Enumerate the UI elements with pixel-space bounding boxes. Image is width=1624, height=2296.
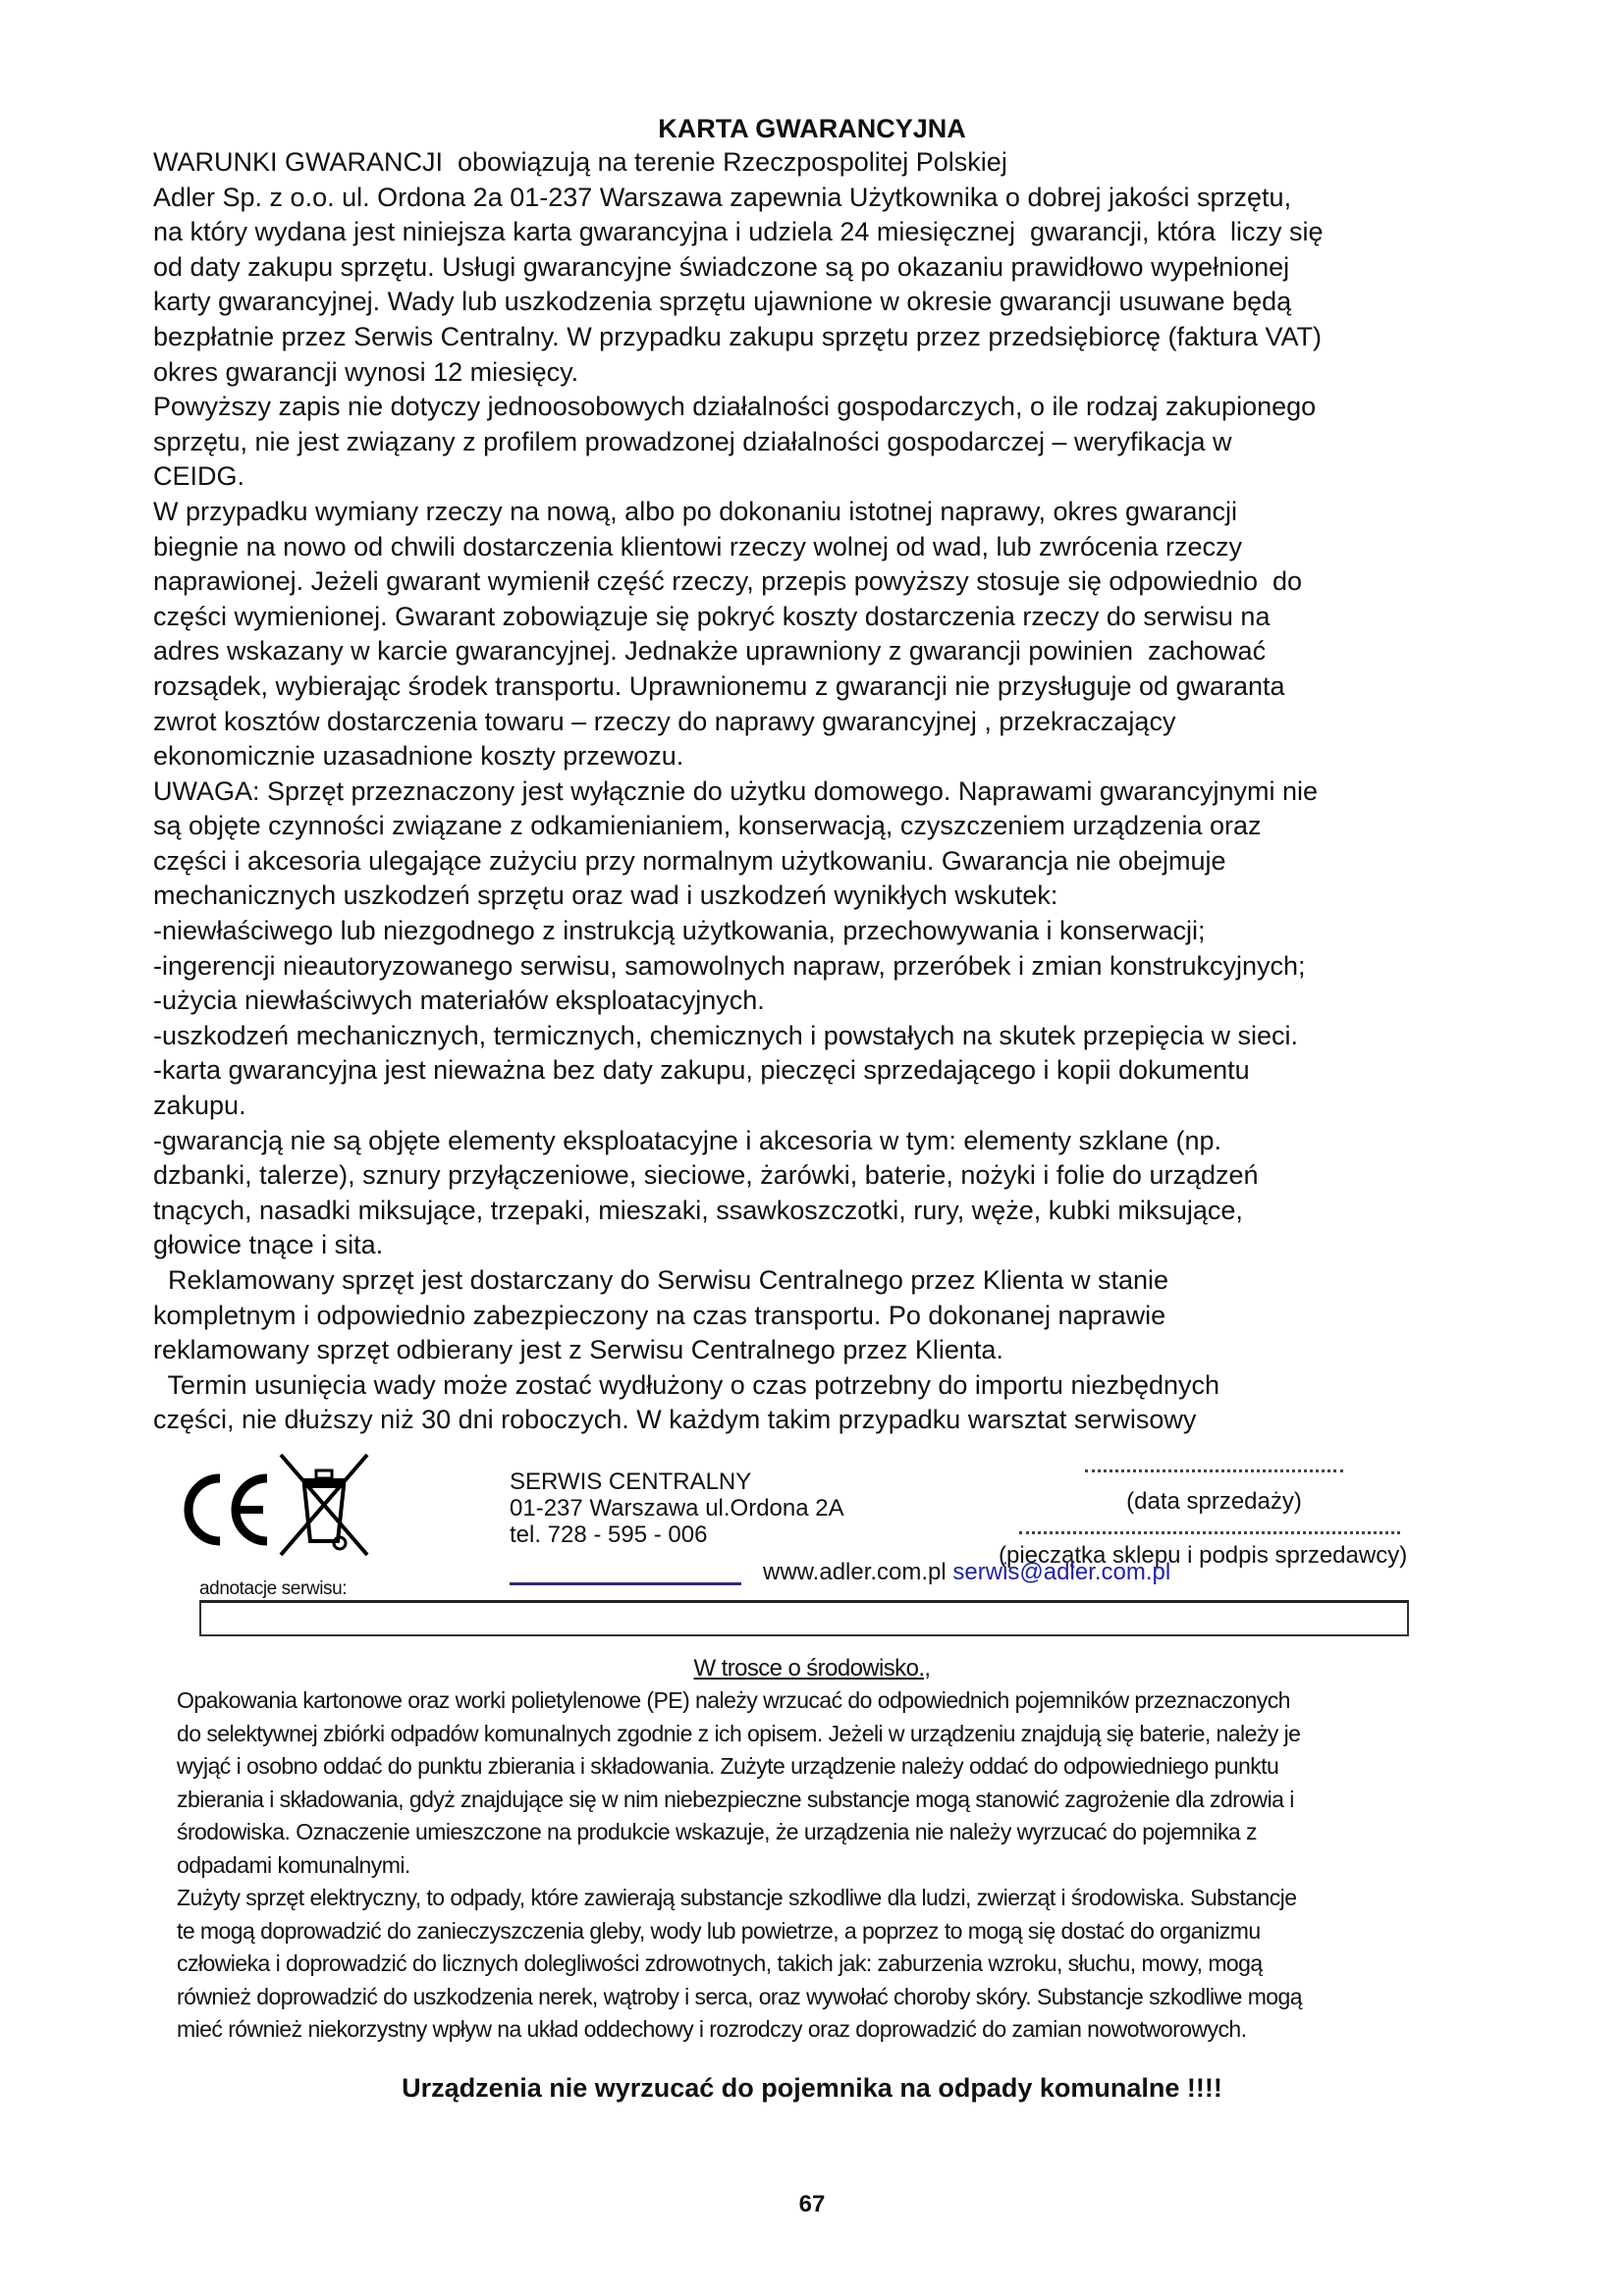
text-line: -ingerencji nieautoryzowanego serwisu, samowolnych napraw, przeróbek i zmian konstrukcyjnych; <box>153 950 1306 981</box>
text-line: Termin usunięcia wady może zostać wydłużony o czas potrzebny do importu niezbędnych <box>153 1369 1220 1400</box>
text-line: środowiska. Oznaczenie umieszczone na produkcie wskazuje, że urządzenia nie należy wyrzucać do pojemnika z <box>177 1819 1257 1844</box>
text-line: okres gwarancji wynosi 12 miesięcy. <box>153 356 579 387</box>
text-line: głowice tnące i sita. <box>153 1230 384 1260</box>
text-line: dzbanki, talerze), sznury przyłączeniowe, sieciowe, żarówki, baterie, nożyki i folie do urządzeń <box>153 1160 1259 1191</box>
sale-date-label: (data sprzedaży) <box>1126 1488 1302 1515</box>
service-center-info <box>510 1468 844 1548</box>
text-line: odpadami komunalnymi. <box>177 1851 410 1878</box>
page-title: KARTA GWARANCYJNA <box>658 114 966 143</box>
text-line: Opakowania kartonowe oraz worki polietylenowe (PE) należy wrzucać do odpowiednich pojemników przeznaczonych <box>177 1687 1290 1713</box>
text-line: rozsądek, wybierając środek transportu. Uprawnionemu z gwarancji nie przysługuje od gwaranta <box>153 670 1285 701</box>
text-line: naprawionej. Jeżeli gwarant wymienił część rzeczy, przepis powyższy stosuje się odpowiednio do <box>153 566 1303 597</box>
text-line: części i akcesoria ulegające zużyciu przy normalnym użytkowaniu. Gwarancja nie obejmuje <box>153 845 1226 876</box>
text-line: części, nie dłuższy niż 30 dni roboczych. W każdym takim przypadku warsztat serwisowy <box>153 1405 1197 1435</box>
service-notes-field[interactable] <box>199 1600 1409 1636</box>
environment-text <box>177 1684 1302 2047</box>
text-line: mechanicznych uszkodzeń sprzętu oraz wad i uszkodzeń wynikłych wskutek: <box>153 881 1058 911</box>
text-line: ekonomicznie uzasadnione koszty przewozu. <box>153 741 684 772</box>
text-line: reklamowany sprzęt odbierany jest z Serwisu Centralnego przez Klienta. <box>153 1335 1003 1365</box>
text-line: zwrot kosztów dostarczenia towaru – rzeczy do naprawy gwarancyjnej , przekraczający <box>153 706 1176 736</box>
text-line: kompletnym i odpowiednio zabezpieczony na czas transportu. Po dokonanej naprawie <box>153 1300 1166 1330</box>
text-line: -niewłaściwego lub niezgodnego z instrukcją użytkowania, przechowywania i konserwacji; <box>153 916 1206 946</box>
service-address: 01-237 Warszawa ul.Ordona 2A <box>510 1495 844 1522</box>
text-line: zbierania i składowania, gdyż znajdujące się w nim niebezpieczne substancje mogą stanowić zagrożenie dla zdrowia i <box>177 1786 1294 1812</box>
weee-crossed-bin-icon <box>277 1451 371 1564</box>
stamp-signature-line <box>1019 1531 1400 1534</box>
service-phone: tel. 728 - 595 - 006 <box>510 1522 708 1548</box>
sale-date-line <box>1085 1469 1343 1472</box>
text-line: wyjąć i osobno oddać do punktu zbierania i składowania. Zużyte urządzenie należy oddać do odpowiedniego punktu <box>177 1753 1279 1779</box>
text-line: części wymienionej. Gwarant zobowiązuje się pokryć koszty dostarczenia rzeczy do serwisu na <box>153 601 1271 631</box>
text-line: są objęte czynności związane z odkamienianiem, konserwacją, czyszczeniem urządzenia oraz <box>153 811 1262 841</box>
text-line: mieć również niekorzystny wpływ na układ oddechowy i rozrodczy oraz doprowadzić do zamian nowotworowych. <box>177 2016 1247 2042</box>
text-line: Reklamowany sprzęt jest dostarczany do Serwisu Centralnego przez Klienta w stanie <box>153 1265 1168 1295</box>
text-line: -karta gwarancyjna jest nieważna bez daty zakupu, pieczęci sprzedającego i kopii dokumentu <box>153 1055 1250 1086</box>
stamp-signature-label: (pieczątka sklepu i podpis sprzedawcy) <box>999 1542 1408 1569</box>
text-line: biegnie na nowo od chwili dostarczenia klientowi rzeczy wolnej od wad, lub zwrócenia rzeczy <box>153 531 1243 561</box>
blue-rule <box>510 1582 741 1585</box>
text-line: od daty zakupu sprzętu. Usługi gwarancyjne świadczone są po okazaniu prawidłowo wypełnionej <box>153 251 1290 282</box>
text-line: człowieka i doprowadzić do licznych dolegliwości zdrowotnych, takich jak: zaburzenia wzroku, słuchu, mowy, mogą <box>177 1950 1263 1976</box>
text-line: -użycia niewłaściwych materiałów eksploatacyjnych. <box>153 986 765 1016</box>
text-line: -gwarancją nie są objęte elementy eksploatacyjne i akcesoria w tym: elementy szklane (np. <box>153 1125 1222 1155</box>
text-line: do selektywnej zbiórki odpadów komunalnych zgodnie z ich opisem. Jeżeli w urządzeniu znajdują się baterie, należy je <box>177 1720 1301 1746</box>
text-line: na który wydana jest niniejsza karta gwarancyjna i udziela 24 miesięcznej gwarancji, która liczy się <box>153 217 1324 247</box>
text-line: karty gwarancyjnej. Wady lub uszkodzenia sprzętu ujawnione w okresie gwarancji usuwane będą <box>153 287 1292 317</box>
text-line: adres wskazany w karcie gwarancyjnej. Jednakże uprawniony z gwarancji powinien zachować <box>153 636 1267 667</box>
service-notes-label: adnotacje serwisu: <box>199 1578 348 1599</box>
service-name: SERWIS CENTRALNY <box>510 1468 752 1495</box>
disposal-warning: Urządzenia nie wyrzucać do pojemnika na odpady komunalne !!!! <box>402 2073 1222 2103</box>
text-line: W przypadku wymiany rzeczy na nową, albo po dokonaniu istotnej naprawy, okres gwarancji <box>153 496 1238 526</box>
text-line: sprzętu, nie jest związany z profilem prowadzonej działalności gospodarczej – weryfikacja w <box>153 426 1232 456</box>
text-line: UWAGA: Sprzęt przeznaczony jest wyłącznie do użytku domowego. Naprawami gwarancyjnymi nie <box>153 775 1318 806</box>
text-line: Adler Sp. z o.o. ul. Ordona 2a 01-237 Warszawa zapewnia Użytkownika o dobrej jakości sprzętu, <box>153 182 1292 212</box>
warranty-terms <box>153 145 1324 1438</box>
text-line: bezpłatnie przez Serwis Centralny. W przypadku zakupu sprzętu przez przedsiębiorcę (faktura VAT) <box>153 321 1323 351</box>
text-line: zakupu. <box>153 1091 246 1121</box>
page-number: 67 <box>798 2191 826 2217</box>
text-line: CEIDG. <box>153 461 245 492</box>
text-line: WARUNKI GWARANCJI obowiązują na terenie Rzeczpospolitej Polskiej <box>153 147 1007 177</box>
ce-mark-icon <box>177 1470 275 1554</box>
text-line: -uszkodzeń mechanicznych, termicznych, chemicznych i powstałych na skutek przepięcia w sieci. <box>153 1020 1298 1050</box>
text-line: tnących, nasadki miksujące, trzepaki, mieszaki, ssawkoszczotki, rury, węże, kubki miksujące, <box>153 1195 1243 1225</box>
text-line: te mogą doprowadzić do zanieczyszczenia gleby, wody lub powietrze, a poprzez to mogą się dostać do organizmu <box>177 1917 1261 1944</box>
text-line: Zużyty sprzęt elektryczny, to odpady, które zawierają substancje szkodliwe dla ludzi, zwierząt i środowiska. Substancje <box>177 1885 1297 1910</box>
website-link[interactable]: www.adler.com.pl <box>763 1559 947 1585</box>
text-line: Powyższy zapis nie dotyczy jednoosobowych działalności gospodarczych, o ile rodzaj zakupionego <box>153 392 1317 422</box>
email-link[interactable]: serwis@adler.com.pl <box>952 1559 1171 1585</box>
environment-title: W trosce o środowisko., <box>693 1655 931 1682</box>
text-line: również doprowadzić do uszkodzenia nerek, wątroby i serca, oraz wywołać choroby skóry. Substancje szkodliwe mogą <box>177 1983 1303 2009</box>
